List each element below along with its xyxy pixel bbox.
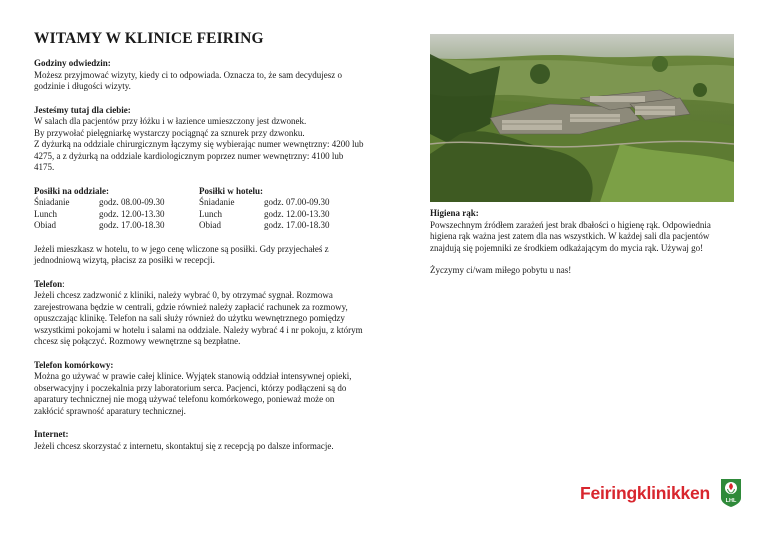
help-line: By przywołać pielęgniarkę wystarczy pociągnąć za sznurek przy dzwonku. xyxy=(34,127,305,138)
help-heading: Jesteśmy tutaj dla ciebie: xyxy=(34,104,131,115)
clinic-photo-illustration xyxy=(430,34,734,202)
meal-row xyxy=(199,209,364,221)
lhl-badge-text: LHL xyxy=(725,498,737,504)
meal-row xyxy=(199,220,364,232)
mobile-heading: Telefon komórkowy: xyxy=(34,359,114,370)
internet-section xyxy=(34,429,364,452)
help-line: Z dyżurką na oddziale chirurgicznym łączymy się wybierając numer wewnętrzny: 4200 lub 4275, a z dyżurką na oddziale kardiologicznym poprzez numer wewnętrzny: 4100 lub 4175. xyxy=(34,139,364,172)
phone-heading-text: Telefon xyxy=(34,278,63,289)
clinic-aerial-photo xyxy=(430,34,734,202)
meal-row xyxy=(34,197,199,209)
meal-time: godz. 12.00-13.30 xyxy=(264,208,330,219)
visiting-hours-text: Możesz przyjmować wizyty, kiedy ci to odpowiada. Oznacza to, że sam decydujesz o godzinie i długości wizyty. xyxy=(34,69,343,91)
meal-time: godz. 17.00-18.30 xyxy=(99,220,165,230)
meal-name: Obiad xyxy=(34,220,56,230)
farewell-text: Życzymy ci/wam miłego pobytu u nas! xyxy=(430,265,572,275)
meal-row xyxy=(34,209,199,221)
meal-name: Lunch xyxy=(34,208,57,219)
phone-heading xyxy=(34,279,364,291)
meal-time: godz. 07.00-09.30 xyxy=(264,197,330,207)
hygiene-text: Powszechnym źródłem zarażeń jest brak dbałości o higienę rąk. Odpowiednia higiena rąk ważna jest zatem dla nas wszystkich. W każdej sali dla pacjentów znajdują się pojemniki ze środkiem odkażającym do mycia rąk. Używaj go! xyxy=(430,219,711,253)
visiting-hours-heading: Godziny odwiedzin: xyxy=(34,58,111,68)
hygiene-heading: Higiena rąk: xyxy=(430,208,479,218)
logo-wordmark: Feiringklinikken xyxy=(580,482,711,503)
mobile-text: Można go używać w prawie całej klinice. Wyjątek stanowią oddział intensywnej opieki, obserwacyjny i poczekalnia przy laboratorium serca. Pacjenci, którzy podłączeni są do aparatury technicznej nie mogą używać telefonu komórkowego, ponieważ może on zakłócić sprawność aparatury technicznej. xyxy=(34,371,352,416)
meals-hotel-heading: Posiłki w hotelu: xyxy=(199,185,264,196)
meal-name: Śniadanie xyxy=(34,197,70,207)
meal-time: godz. 12.00-13.30 xyxy=(99,208,165,219)
hygiene-section xyxy=(430,208,735,254)
meal-row xyxy=(199,197,364,209)
meals-ward xyxy=(34,186,199,232)
meals-note-section xyxy=(34,244,364,267)
help-section xyxy=(34,105,364,174)
meal-name: Lunch xyxy=(199,208,222,219)
mobile-section xyxy=(34,360,364,418)
left-column xyxy=(34,30,364,464)
feiringklinikken-logo xyxy=(580,478,742,508)
right-column xyxy=(430,208,735,288)
meal-name: Obiad xyxy=(199,220,221,230)
meals-ward-heading: Posiłki na oddziale: xyxy=(34,185,110,196)
meals-hotel xyxy=(199,186,364,232)
page-title: WITAMY W KLINICE FEIRING xyxy=(34,30,264,47)
visiting-hours-section xyxy=(34,58,364,93)
phone-heading-colon: : xyxy=(62,278,65,289)
phone-text: Jeżeli chcesz zadzwonić z kliniki, należy wybrać 0, by otrzymać sygnał. Rozmowa zarejestrowana będzie w centrali, gdzie również należy zapłacić rachunek za rozmowy, opuszczając klinikę. Telefon na sali służy również do użytku wewnętrznego pomiędzy wszystkimi pokojami w hotelu i salami na oddziale. Należy wybrać 4 i nr pokoju, z którym chcesz się połączyć. Rozmowy wewnętrzne są bezpłatne. xyxy=(34,290,363,346)
meal-time: godz. 17.00-18.30 xyxy=(264,220,330,230)
lhl-badge-icon xyxy=(720,478,742,508)
meals-table xyxy=(34,186,364,232)
meal-time: godz. 08.00-09.30 xyxy=(99,197,165,207)
meal-name: Śniadanie xyxy=(199,197,235,207)
internet-text: Jeżeli chcesz skorzystać z internetu, skontaktuj się z recepcją po dalsze informacje. xyxy=(34,440,334,451)
internet-heading: Internet: xyxy=(34,429,69,439)
meal-row xyxy=(34,220,199,232)
meals-note: Jeżeli mieszkasz w hotelu, to w jego cenę wliczone są posiłki. Gdy przyjechałeś z jednodniową wizytą, płacisz za posiłki w recepcji. xyxy=(34,243,329,265)
help-line: W salach dla pacjentów przy łóżku i w łazience umieszczony jest dzwonek. xyxy=(34,116,307,126)
phone-section xyxy=(34,279,364,348)
